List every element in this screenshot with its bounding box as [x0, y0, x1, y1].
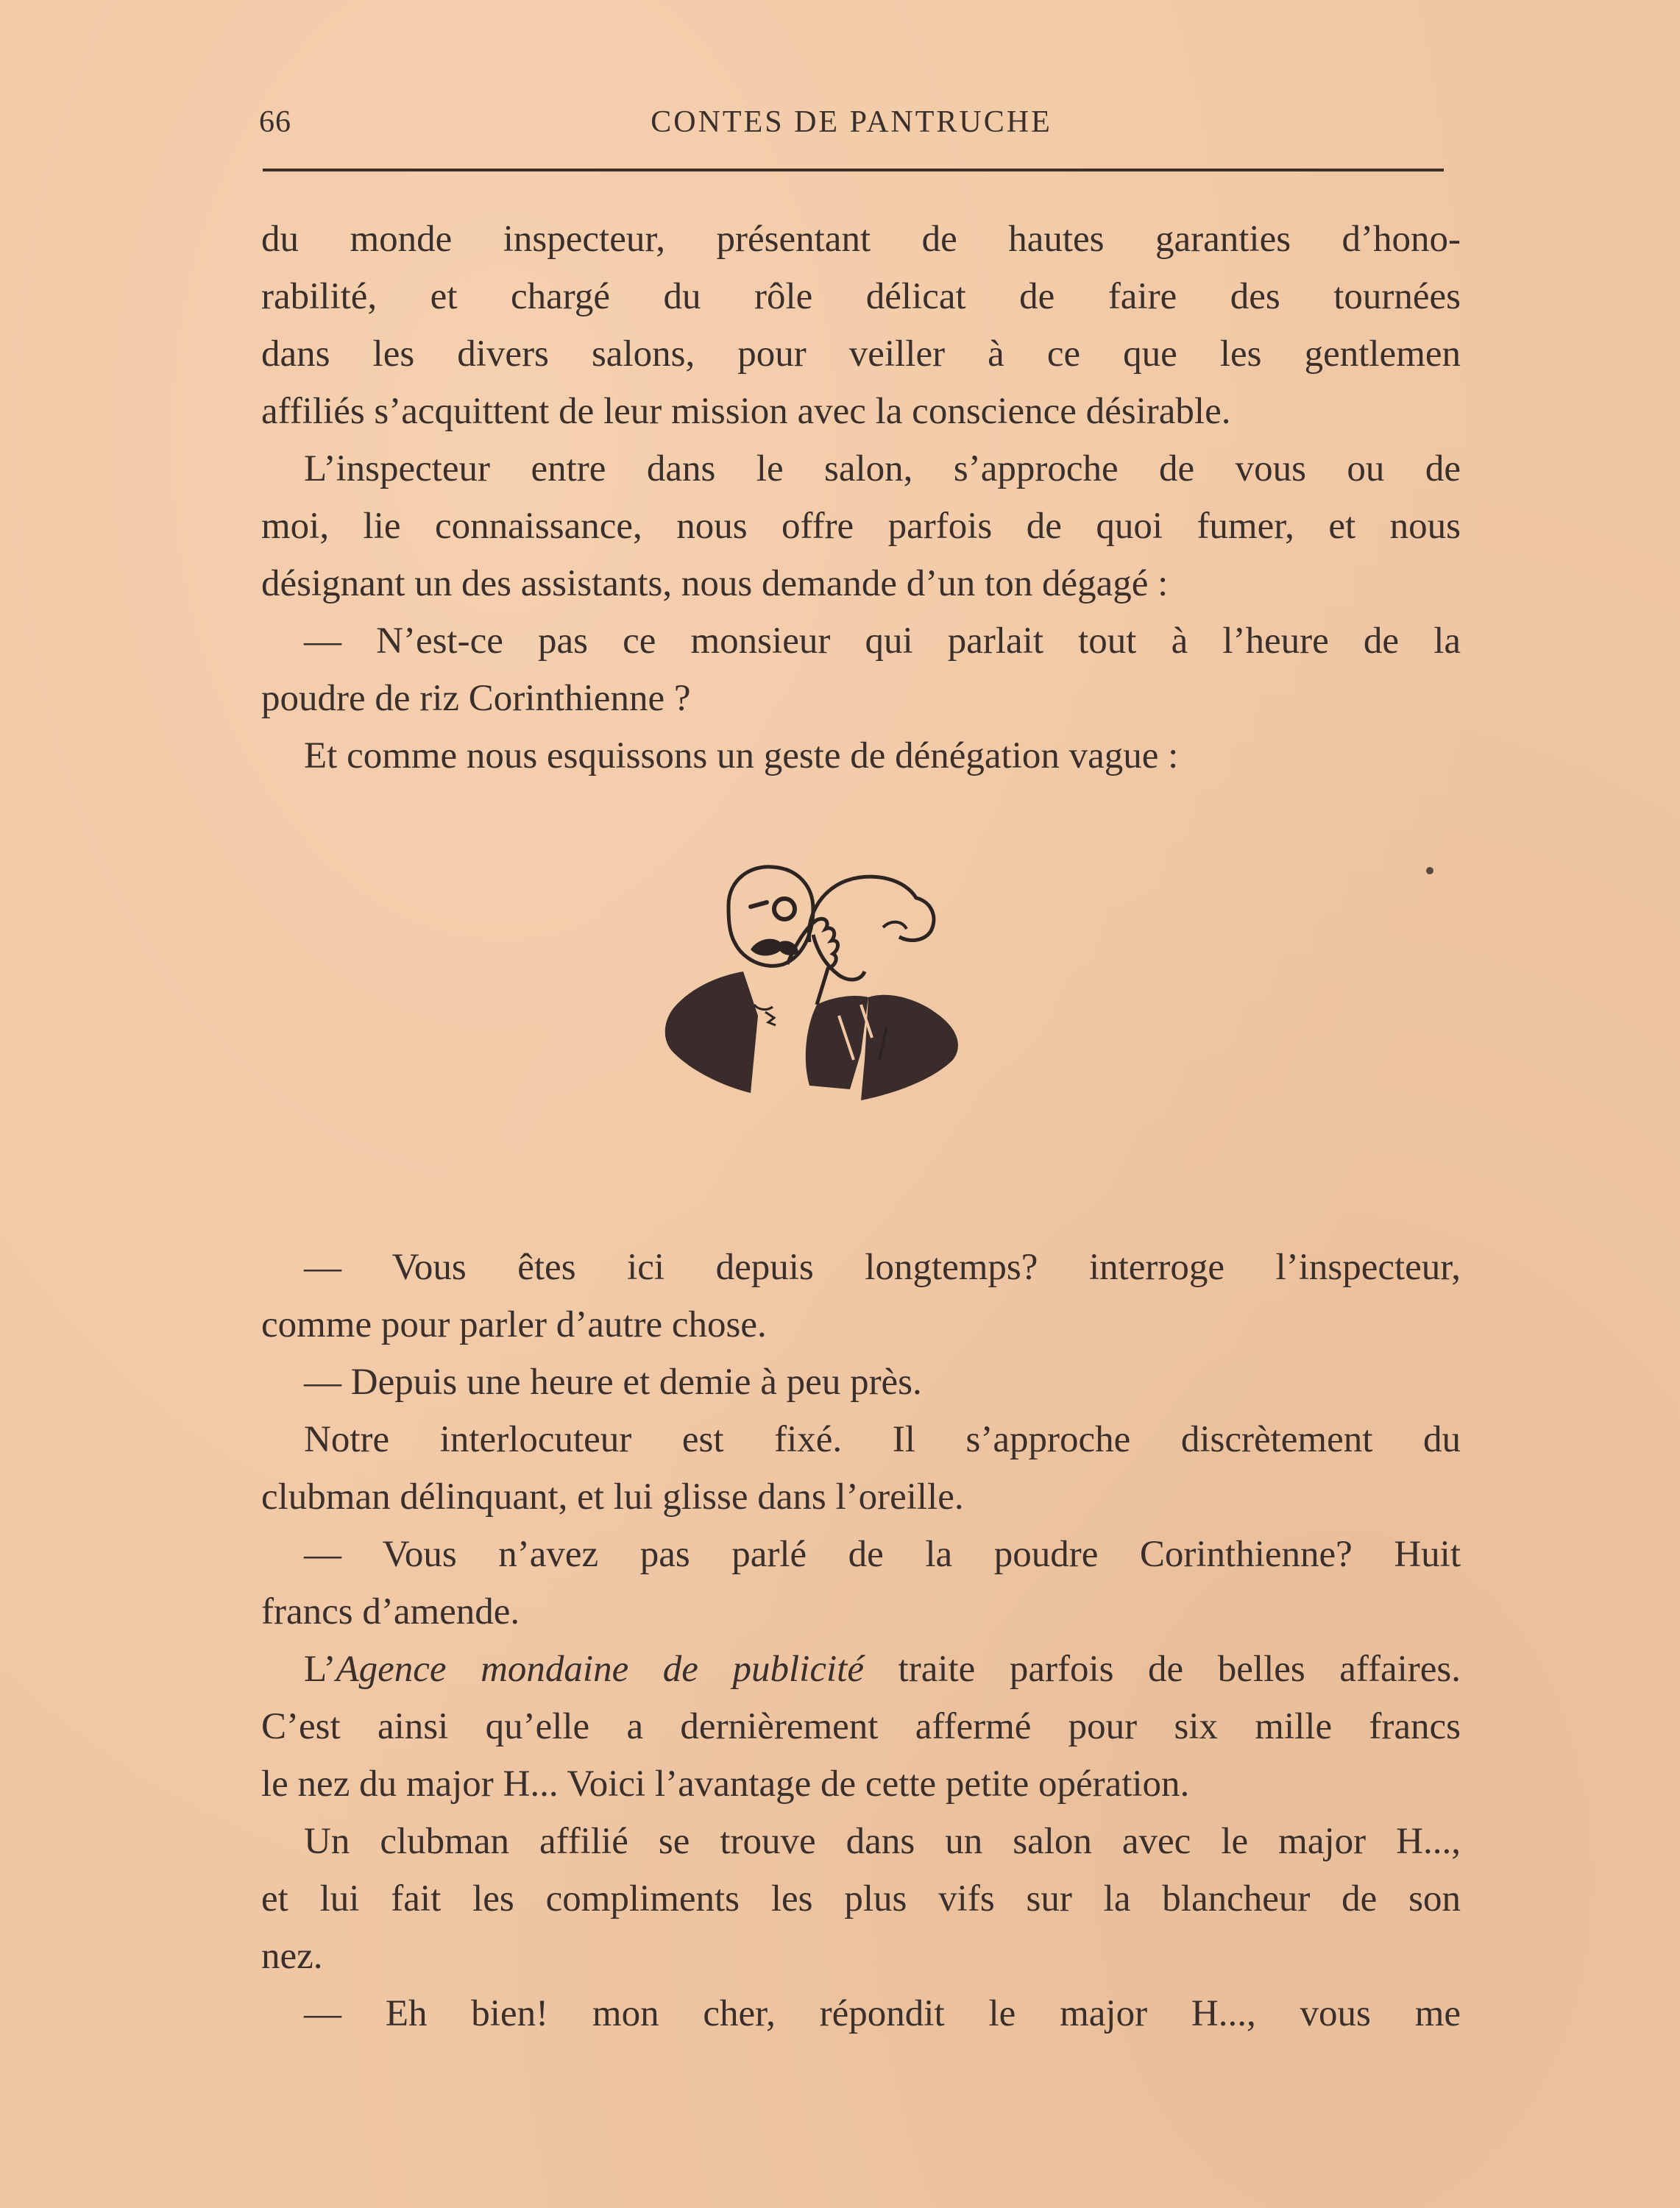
paragraph: — Vous êtes ici depuis longtemps? interroge l’inspecteur, [304, 1247, 1461, 1288]
paragraph: Un clubman affilié se trouve dans un salon avec le major H..., [304, 1821, 1461, 1862]
paragraph: L’inspecteur entre dans le salon, s’approche de vous ou de moi, lie connaissance, nous offre parfois de quoi fumer, et nous [261, 448, 1461, 547]
agency-name: Agence mondaine de publicité [336, 1649, 864, 1690]
paragraph: C’est ainsi qu’elle a dernièrement affermé pour six mille francs [261, 1706, 1461, 1747]
paragraph: nez. [261, 1936, 323, 1977]
paragraph: — Eh bien! mon cher, répondit le major H..., vous me [304, 1993, 1461, 2034]
illustration-two-gentlemen [640, 846, 1082, 1163]
paragraph: poudre de riz Corinthienne ? [261, 678, 691, 719]
paragraph: L’Agence mondaine de publicité traite parfois de belles affaires. [304, 1649, 1461, 1690]
paragraph: francs d’amende. [261, 1591, 520, 1632]
paragraph: du monde inspecteur, présentant de hautes garanties d’hono- rabilité, et chargé du rôle délicat de faire des tournées dans les divers salons, pour veiller à ce que les gentlemen [261, 219, 1461, 375]
paragraph: — Vous n’avez pas parlé de la poudre Corinthienne? Huit [304, 1534, 1461, 1575]
running-title: CONTES DE PANTRUCHE [651, 105, 1052, 139]
paragraph: le nez du major H... Voici l’avantage de cette petite opération. [261, 1763, 1190, 1805]
paragraph: Notre interlocuteur est fixé. Il s’approche discrètement du [304, 1419, 1461, 1460]
paragraph: désignant un des assistants, nous demande d’un ton dégagé : [261, 563, 1169, 604]
text-block-bottom [261, 1239, 1461, 2042]
paragraph: et lui fait les compliments les plus vifs sur la blancheur de son [261, 1878, 1461, 1919]
page-header [259, 105, 1444, 149]
paragraph: comme pour parler d’autre chose. [261, 1304, 767, 1345]
text-block-top [261, 210, 1461, 785]
paragraph: affiliés s’acquittent de leur mission avec la conscience désirable. [261, 391, 1231, 432]
paragraph: clubman délinquant, et lui glisse dans l’oreille. [261, 1476, 964, 1518]
paragraph: — Depuis une heure et demie à peu près. [304, 1362, 922, 1403]
paragraph: — N’est-ce pas ce monsieur qui parlait tout à l’heure de la [304, 620, 1461, 662]
paragraph: Et comme nous esquissons un geste de dénégation vague : [304, 735, 1179, 776]
paper-speck [1426, 867, 1433, 874]
page-number: 66 [259, 105, 291, 139]
header-rule [263, 169, 1444, 171]
